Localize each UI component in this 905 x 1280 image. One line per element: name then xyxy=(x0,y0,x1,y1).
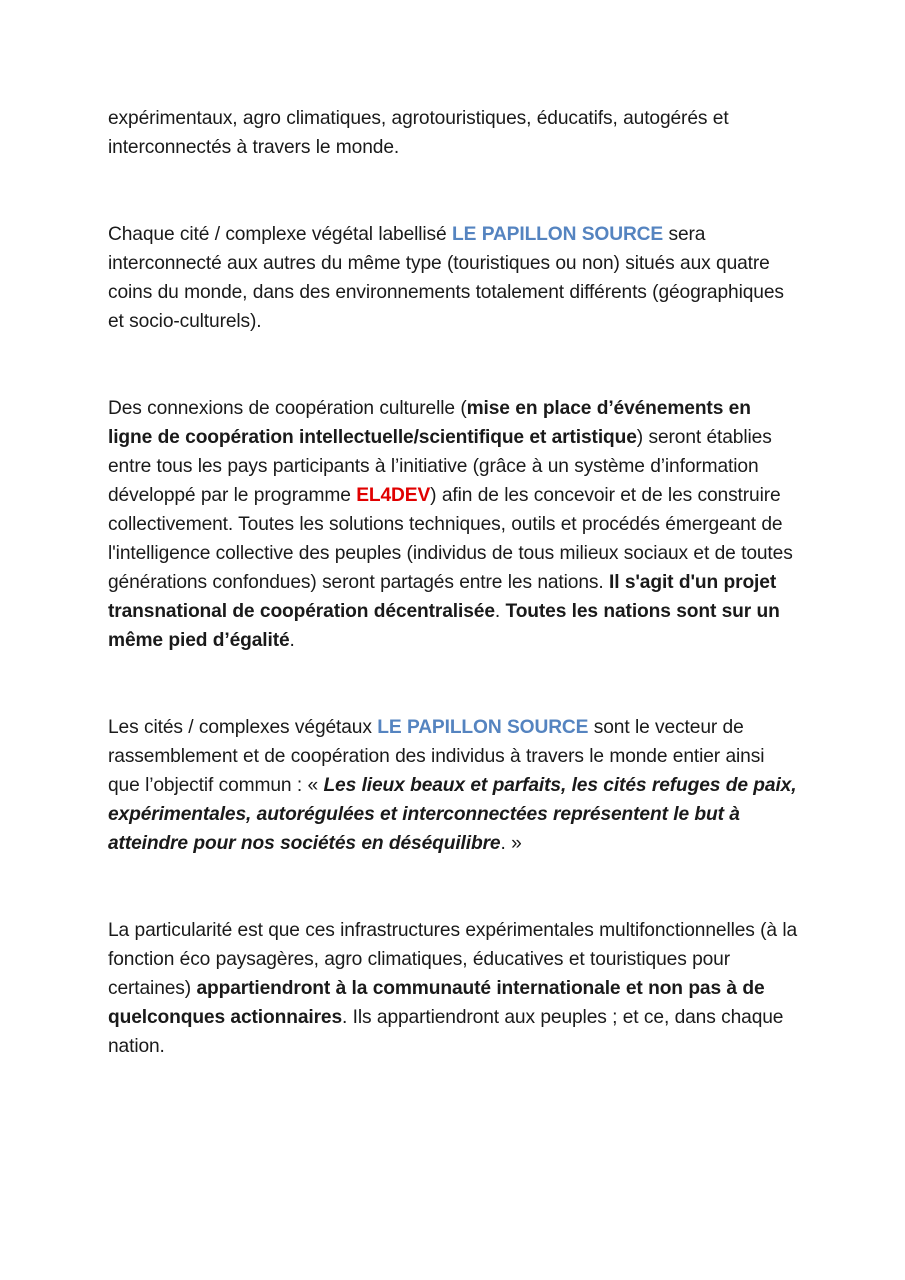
text-run: Des connexions de coopération culturelle ( xyxy=(108,398,467,419)
text-run: ) afin de les concevoir et de les construire collectivement. Toutes les solutions techniques, outils et procédés émergeant de l'intelligence collective des peuples (individus de tous milieux sociaux et de toutes générations confondues) seront partagés entre les nations. xyxy=(108,485,793,593)
text-run: expérimentaux, agro climatiques, agrotouristiques, éducatifs, autogérés et interconnectés à travers le monde. xyxy=(108,108,729,158)
bold-italic-text-run: Les lieux beaux et parfaits, les cités refuges de paix, expérimentales, autorégulées et interconnectées représentent le but à atteindre pour nos sociétés en déséquilibre xyxy=(108,775,797,854)
document-text-body xyxy=(108,104,800,1061)
paragraph-5 xyxy=(108,916,800,1061)
program-name-el4dev: EL4DEV xyxy=(356,485,431,506)
bold-text-run: Il s'agit d'un projet transnational de coopération décentralisée xyxy=(108,572,777,622)
text-run: ) seront établies entre tous les pays participants à l’initiative (grâce à un système d’information développé par le programme xyxy=(108,427,772,506)
text-run: La particularité est que ces infrastructures expérimentales multifonctionnelles (à la fonction éco paysagères, agro climatiques, éducatives et touristiques pour certaines) xyxy=(108,920,798,999)
brand-name-le-papillon-source: LE PAPILLON SOURCE xyxy=(377,717,589,738)
text-run: . » xyxy=(500,833,522,854)
paragraph-3 xyxy=(108,394,800,655)
text-run: sont le vecteur de rassemblement et de coopération des individus à travers le monde entier ainsi que l’objectif commun : « xyxy=(108,717,765,796)
text-run: Chaque cité / complexe végétal labellisé xyxy=(108,224,452,245)
text-run: . Ils appartiendront aux peuples ; et ce, dans chaque nation. xyxy=(108,1007,784,1057)
bold-text-run: mise en place d’événements en ligne de coopération intellectuelle/scientifique et artistique xyxy=(108,398,751,448)
bold-text-run: Toutes les nations sont sur un même pied d’égalité xyxy=(108,601,780,651)
bold-text-run: appartiendront à la communauté internationale et non pas à de quelconques actionnaires xyxy=(108,978,765,1028)
brand-name-le-papillon-source: LE PAPILLON SOURCE xyxy=(452,224,664,245)
paragraph-1 xyxy=(108,104,800,162)
text-run: . xyxy=(494,601,506,622)
text-run: Les cités / complexes végétaux xyxy=(108,717,378,738)
text-run: sera interconnecté aux autres du même type (touristiques ou non) situés aux quatre coins du monde, dans des environnements totalement différents (géographiques et socio-culturels). xyxy=(108,224,784,332)
text-run: . xyxy=(289,630,295,651)
paragraph-2 xyxy=(108,220,800,336)
paragraph-4 xyxy=(108,713,800,858)
